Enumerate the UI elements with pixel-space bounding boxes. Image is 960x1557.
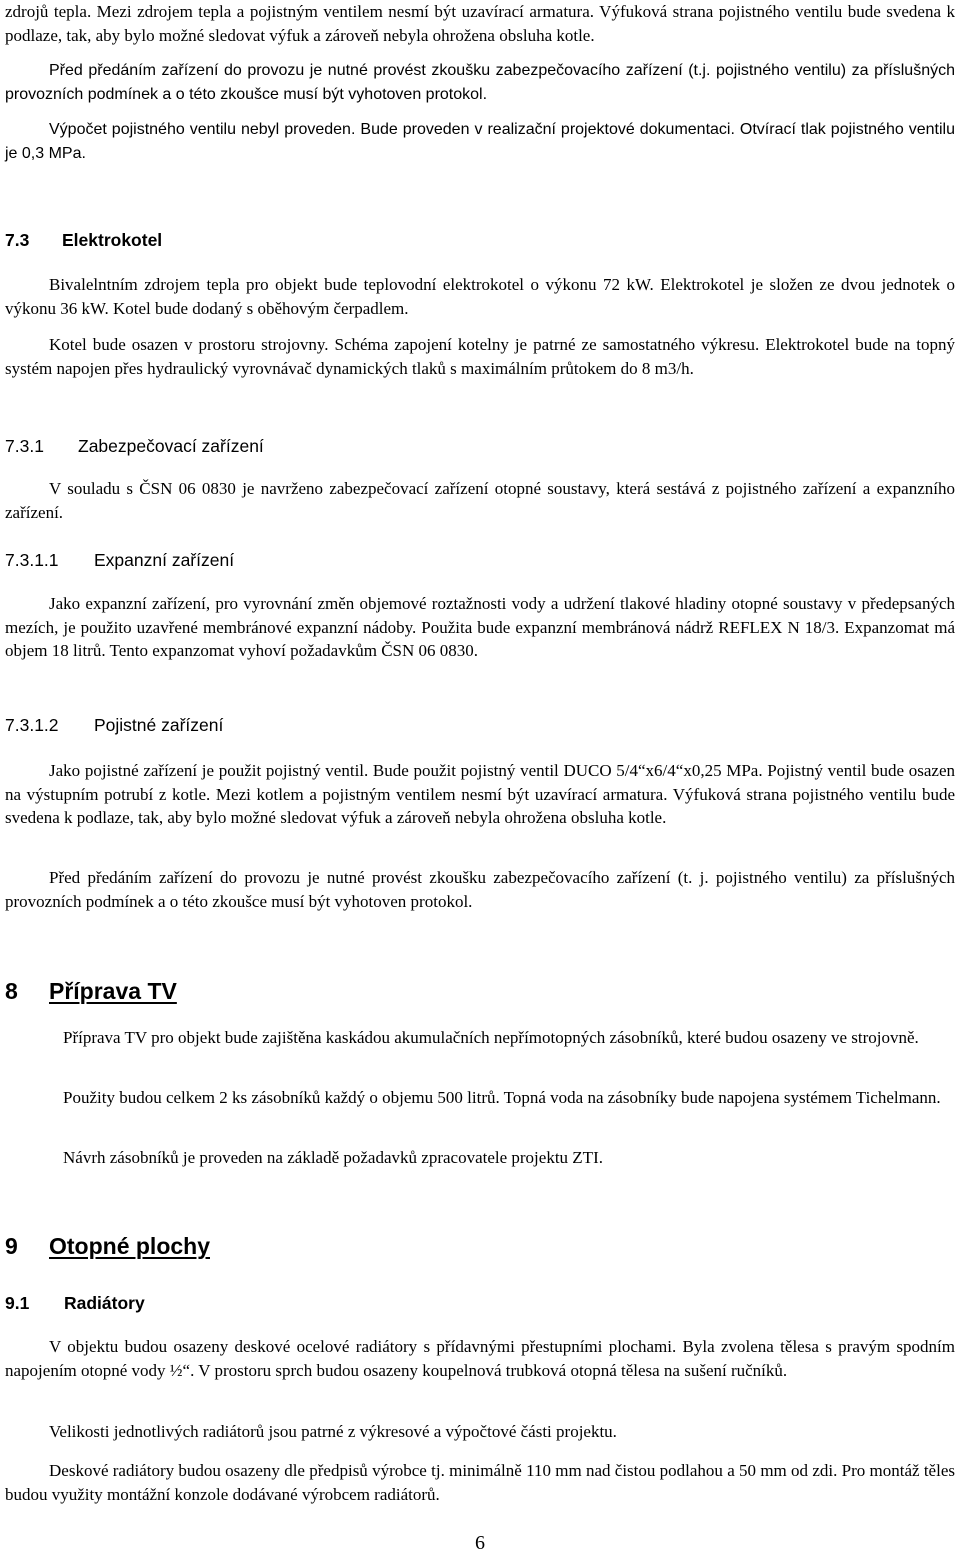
paragraph-handover-test: Před předáním zařízení do provozu je nutné provést zkoušku zabezpečovacího zařízení (t.j. pojistného ventilu) za příslušných provozních podmínek a o této zkoušce musí být vyhotoven protokol. — [5, 62, 955, 103]
heading-number: 9 — [5, 1233, 18, 1259]
heading-7-3-1 — [5, 436, 264, 457]
heading-title: Otopné plochy — [49, 1233, 210, 1259]
paragraph-radiators: V objektu budou osazeny deskové ocelové radiátory s přídavnými přestupními plochami. Byla zvolena tělesa s pravým spodním napojením otopné vody ½“. V prostoru sprch budou osazeny koupelnová trubková otopná tělesa na sušení ručníků. — [5, 1337, 955, 1380]
heading-7-3-1-2 — [5, 715, 223, 736]
paragraph-handover-test-2: Před předáním zařízení do provozu je nutné provést zkoušku zabezpečovacího zařízení (t. j. pojistného ventilu) za příslušných provozních podmínek a o této zkoušce musí být vyhotoven protokol. — [5, 868, 955, 911]
heading-7-3-1-1 — [5, 550, 234, 571]
heading-8 — [5, 978, 177, 1005]
paragraph-tank-design: Návrh zásobníků je proveden na základě požadavků zpracovatele projektu ZTI. — [63, 1148, 603, 1167]
heading-7-3 — [5, 230, 162, 251]
paragraph-storage-tanks: Použity budou celkem 2 ks zásobníků každý o objemu 500 litrů. Topná voda na zásobníky bude napojena systémem Tichelmann. — [63, 1088, 941, 1107]
heading-number: 8 — [5, 978, 18, 1004]
heading-number: 7.3.1.2 — [5, 715, 59, 735]
paragraph-safety-valve: Jako pojistné zařízení je použit pojistný ventil. Bude použit pojistný ventil DUCO 5/4“x6/4“x0,25 MPa. Pojistný ventil bude osazen na výstupním potrubí z kotle. Mezi kotlem a pojistným ventilem nesmí být uzavírací armatura. Výfuková strana pojistného ventilu bude svedena k podlaze, tak, aby bylo možné sledovat výfuk a zároveň nebyla ohrožena obsluha kotle. — [5, 761, 955, 827]
heading-number: 7.3 — [5, 230, 30, 250]
heading-title: Pojistné zařízení — [94, 715, 224, 735]
heading-title: Radiátory — [64, 1293, 145, 1313]
paragraph-boiler-placement: Kotel bude osazen v prostoru strojovny. Schéma zapojení kotelny je patrné ze samostatného výkresu. Elektrokotel bude na topný systém napojen přes hydraulický vyrovnávač dynamických tlaků s maximálním průtokem do 8 m3/h. — [5, 335, 955, 378]
heading-9-1 — [5, 1293, 145, 1314]
heading-title: Expanzní zařízení — [94, 550, 235, 570]
heading-title: Zabezpečovací zařízení — [78, 436, 264, 456]
paragraph-safety-valve-continued: zdrojů tepla. Mezi zdrojem tepla a pojistným ventilem nesmí být uzavírací armatura. Výfuková strana pojistného ventilu bude svedena k podlaze, tak, aby bylo možné sledovat výfuk a zároveň nebyla ohrožena obsluha kotle. — [5, 2, 955, 45]
paragraph-radiator-mounting: Deskové radiátory budou osazeny dle předpisů výrobce tj. minimálně 110 mm nad čistou podlahou a 50 mm od zdi. Pro montáž těles budou využity montážní konzole dodávané výrobcem radiátorů. — [5, 1461, 955, 1504]
paragraph-expansion-vessel: Jako expanzní zařízení, pro vyrovnání změn objemové roztažnosti vody a udržení tlakové hladiny otopné soustavy v předepsaných mezích, je použito uzavřené membránové expanzní nádoby. Použita bude expanzní membránová nádrž REFLEX N 18/3. Expanzomat má objem 18 litrů. Tento expanzomat vyhoví požadavkům ČSN 06 0830. — [5, 594, 955, 660]
paragraph-safety-equipment: V souladu s ČSN 06 0830 je navrženo zabezpečovací zařízení otopné soustavy, která sestává z pojistného zařízení a expanzního zařízení. — [5, 479, 955, 522]
paragraph-hot-water-preparation: Příprava TV pro objekt bude zajištěna kaskádou akumulačních nepřímotopných zásobníků, které budou osazeny ve strojovně. — [63, 1028, 919, 1047]
heading-number: 7.3.1.1 — [5, 550, 59, 570]
heading-number: 7.3.1 — [5, 436, 44, 456]
heading-9 — [5, 1233, 210, 1260]
paragraph-electric-boiler: Bivalelntním zdrojem tepla pro objekt bude teplovodní elektrokotel o výkonu 72 kW. Elektrokotel je složen ze dvou jednotek o výkonu 36 kW. Kotel bude dodaný s oběhovým čerpadlem. — [5, 275, 955, 318]
page-number: 6 — [475, 1532, 485, 1554]
heading-number: 9.1 — [5, 1293, 30, 1313]
paragraph-radiator-sizes: Velikosti jednotlivých radiátorů jsou patrné z výkresové a výpočtové části projektu. — [49, 1422, 617, 1441]
paragraph-valve-calculation: Výpočet pojistného ventilu nebyl proveden. Bude proveden v realizační projektové dokumentaci. Otvírací tlak pojistného ventilu je 0,3 MPa. — [5, 121, 955, 162]
heading-title: Elektrokotel — [62, 230, 163, 250]
heading-title: Příprava TV — [49, 978, 177, 1004]
